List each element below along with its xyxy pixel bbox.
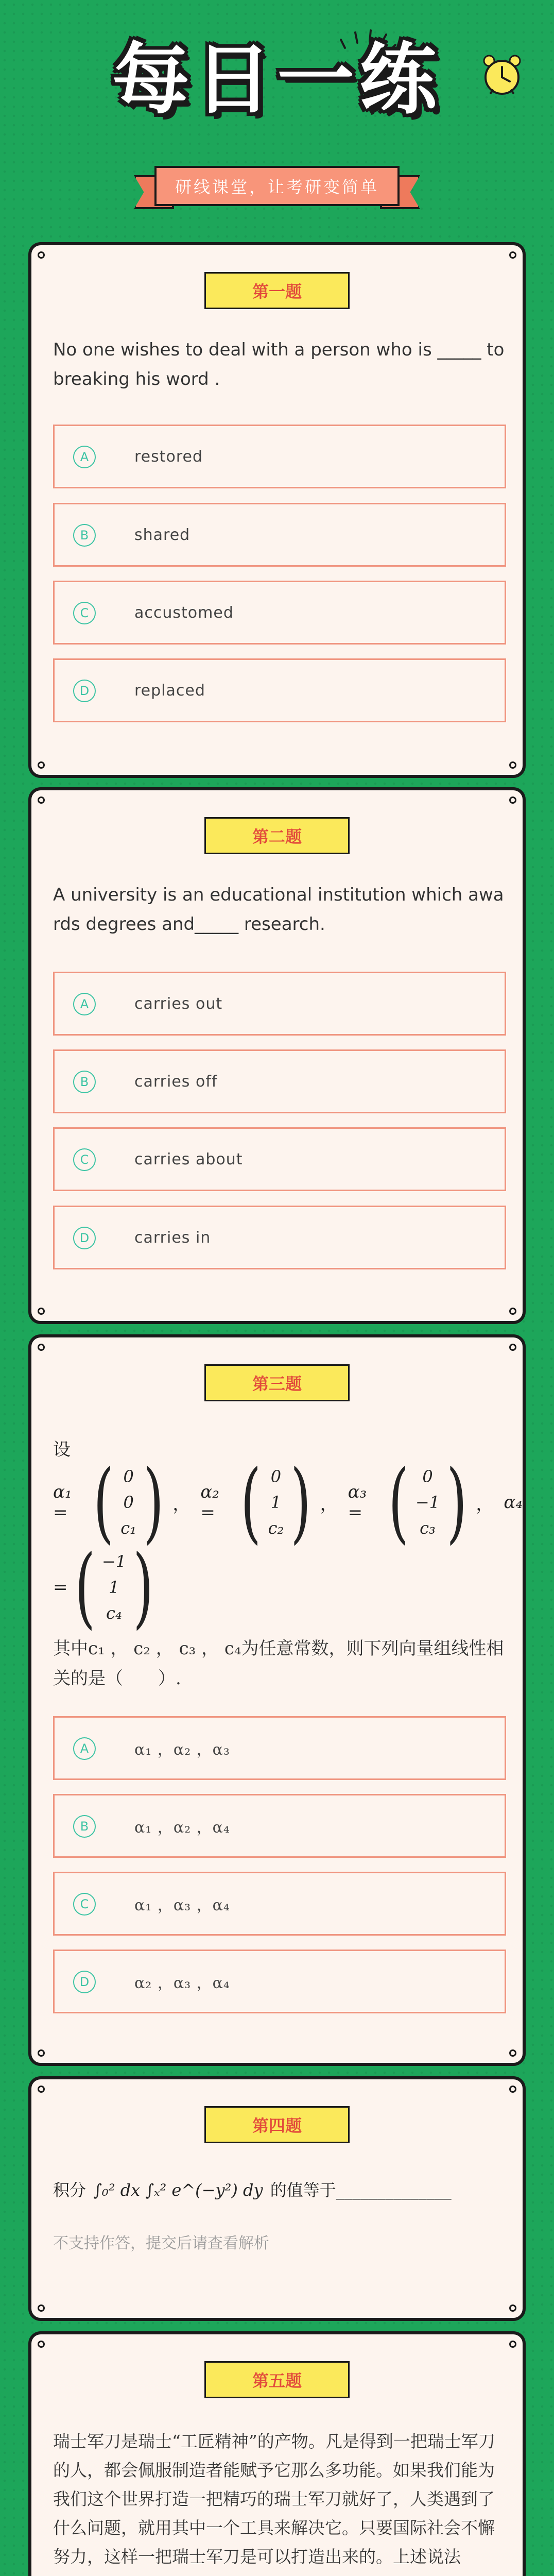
paren-left: ( bbox=[240, 1451, 262, 1553]
card-hole bbox=[509, 761, 516, 769]
alpha4-label: α₄ bbox=[504, 1492, 523, 1513]
question-card-5 bbox=[28, 2331, 526, 2576]
option-b[interactable] bbox=[53, 1794, 506, 1858]
option-b[interactable] bbox=[53, 503, 506, 567]
subtitle: 研线课堂，让考研变简单 bbox=[154, 166, 400, 206]
option-letter: C bbox=[73, 1893, 96, 1916]
question-text: 瑞士军刀是瑞士“工匠精神”的产物。凡是得到一把瑞士军刀的人，都会佩服制造者能赋予它那么多功能。如果我们能为我们这个世界打造一把精巧的瑞士军刀就好了，人类遇到了什么问题，就用其中一个工具来解决它。只要国际社会不懈努力，这样一把瑞士军刀是可以打造出来的。上述说法 bbox=[53, 2431, 495, 2567]
question-text: No one wishes to deal with a person who is _____ to breaking his word . bbox=[53, 340, 505, 389]
card-hole bbox=[509, 2049, 516, 2057]
matrix-entry: −1 bbox=[415, 1493, 440, 1512]
option-text: α₁ ，α₃ ，α₄ bbox=[134, 1896, 230, 1914]
math-intro: 设 bbox=[53, 1439, 71, 1460]
paren-right: ) bbox=[133, 1536, 154, 1638]
option-letter: D bbox=[73, 1227, 96, 1249]
card-hole bbox=[38, 251, 45, 259]
option-b[interactable] bbox=[53, 1049, 506, 1113]
card-hole bbox=[38, 2049, 45, 2057]
option-a[interactable] bbox=[53, 972, 506, 1036]
option-letter: A bbox=[73, 993, 96, 1015]
integral-prefix: 积分 bbox=[53, 2180, 86, 2200]
equals-sign: = bbox=[53, 1577, 68, 1598]
page-title: 每日一练 bbox=[112, 35, 442, 125]
card-hole bbox=[38, 1344, 45, 1351]
option-d[interactable] bbox=[53, 1206, 506, 1269]
option-letter: D bbox=[73, 680, 96, 702]
option-text: carries off bbox=[134, 1072, 218, 1091]
paren-left: ( bbox=[74, 1536, 95, 1638]
question-tag: 第四题 bbox=[204, 2106, 350, 2143]
card-hole bbox=[38, 2086, 45, 2093]
matrix-entry: 0 bbox=[270, 1467, 282, 1486]
card-hole bbox=[38, 2341, 45, 2348]
question-tag: 第三题 bbox=[204, 1364, 350, 1401]
option-text: replaced bbox=[134, 681, 205, 700]
card-hole bbox=[509, 2086, 516, 2093]
question-text: A university is an educational institution which awards degrees and_____ research. bbox=[53, 885, 504, 935]
question-card-1 bbox=[28, 242, 526, 778]
option-c[interactable] bbox=[53, 581, 506, 645]
question-tag: 第一题 bbox=[204, 272, 350, 309]
option-d[interactable] bbox=[53, 658, 506, 722]
matrix-entry: 0 bbox=[422, 1467, 433, 1486]
matrix-entry: c₂ bbox=[268, 1518, 284, 1538]
header bbox=[0, 0, 554, 227]
vector-alpha2 bbox=[268, 1464, 284, 1541]
matrix-entry: 1 bbox=[109, 1578, 119, 1597]
option-text: shared bbox=[134, 526, 191, 544]
matrix-entry: c₁ bbox=[120, 1518, 136, 1538]
vector-alpha4 bbox=[102, 1549, 126, 1626]
option-text: α₂ ，α₃ ，α₄ bbox=[134, 1974, 230, 1992]
vector-alpha3 bbox=[416, 1464, 440, 1541]
answer-note: 不支持作答，提交后请查看解析 bbox=[53, 2234, 269, 2252]
integral-suffix: 的值等于______________ bbox=[270, 2180, 452, 2200]
option-letter: C bbox=[73, 602, 96, 624]
option-a[interactable] bbox=[53, 425, 506, 488]
option-c[interactable] bbox=[53, 1872, 506, 1936]
card-hole bbox=[509, 796, 516, 804]
integral-question bbox=[53, 2177, 452, 2201]
vector-alpha1 bbox=[120, 1464, 136, 1541]
option-c[interactable] bbox=[53, 1127, 506, 1191]
question-card-3 bbox=[28, 1334, 526, 2066]
question-tag: 第二题 bbox=[204, 817, 350, 854]
question-tag: 第五题 bbox=[204, 2361, 350, 2398]
vector-row-2 bbox=[53, 1536, 160, 1638]
card-hole bbox=[509, 2341, 516, 2348]
paren-right: ) bbox=[143, 1451, 164, 1553]
matrix-entry: 0 bbox=[123, 1467, 134, 1486]
card-hole bbox=[509, 1344, 516, 1351]
card-hole bbox=[509, 2304, 516, 2312]
matrix-entry: 0 bbox=[123, 1493, 134, 1512]
option-letter: D bbox=[73, 1971, 96, 1993]
option-letter: A bbox=[73, 1737, 96, 1760]
matrix-entry: c₃ bbox=[420, 1518, 436, 1538]
option-text: carries about bbox=[134, 1150, 243, 1168]
matrix-entry: c₄ bbox=[106, 1603, 122, 1623]
option-letter: B bbox=[73, 524, 96, 547]
alpha1-label: α₁ = bbox=[53, 1482, 72, 1523]
option-letter: B bbox=[73, 1071, 96, 1093]
option-letter: B bbox=[73, 1815, 96, 1838]
option-text: α₁ ，α₂ ，α₃ bbox=[134, 1741, 230, 1759]
paren-right: ) bbox=[290, 1451, 311, 1553]
matrix-entry: −1 bbox=[101, 1552, 126, 1571]
card-hole bbox=[38, 761, 45, 769]
card-hole bbox=[509, 251, 516, 259]
card-hole bbox=[38, 1308, 45, 1315]
subtitle-ribbon bbox=[154, 166, 400, 208]
card-hole bbox=[509, 1308, 516, 1315]
matrix-entry: 1 bbox=[270, 1493, 282, 1512]
option-a[interactable] bbox=[53, 1716, 506, 1780]
option-letter: A bbox=[73, 446, 96, 468]
option-text: restored bbox=[134, 447, 203, 466]
option-text: carries in bbox=[134, 1228, 211, 1247]
paren-right: ) bbox=[446, 1451, 468, 1553]
option-letter: C bbox=[73, 1148, 96, 1171]
card-hole bbox=[38, 796, 45, 804]
question-text: 其中c₁ ， c₂ ， c₃ ， c₄为任意常数，则下列向量组线性相关的是（ ）. bbox=[53, 1638, 504, 1689]
integral-expression: ∫₀² dx ∫ₓ² e^(−y²) dy bbox=[93, 2180, 263, 2200]
alpha2-label: α₂ = bbox=[200, 1482, 219, 1523]
alpha3-label: α₃ = bbox=[348, 1482, 367, 1523]
option-d[interactable] bbox=[53, 1950, 506, 2013]
paren-left: ( bbox=[388, 1451, 409, 1553]
question-card-2 bbox=[28, 787, 526, 1324]
option-text: carries out bbox=[134, 994, 223, 1013]
alarm-clock-icon bbox=[479, 52, 525, 98]
question-card-4 bbox=[28, 2076, 526, 2321]
card-hole bbox=[38, 2304, 45, 2312]
option-text: α₁ ，α₂ ，α₄ bbox=[134, 1819, 230, 1837]
vector-row: α₁ = ( 0 0 c₁ ) ， α₂ = ( 0 1 c₂ ) ， α₃ = ( 0 −1 c₃ ) ， α₄ bbox=[53, 1451, 523, 1553]
option-text: accustomed bbox=[134, 603, 234, 622]
paren-left: ( bbox=[93, 1451, 114, 1553]
